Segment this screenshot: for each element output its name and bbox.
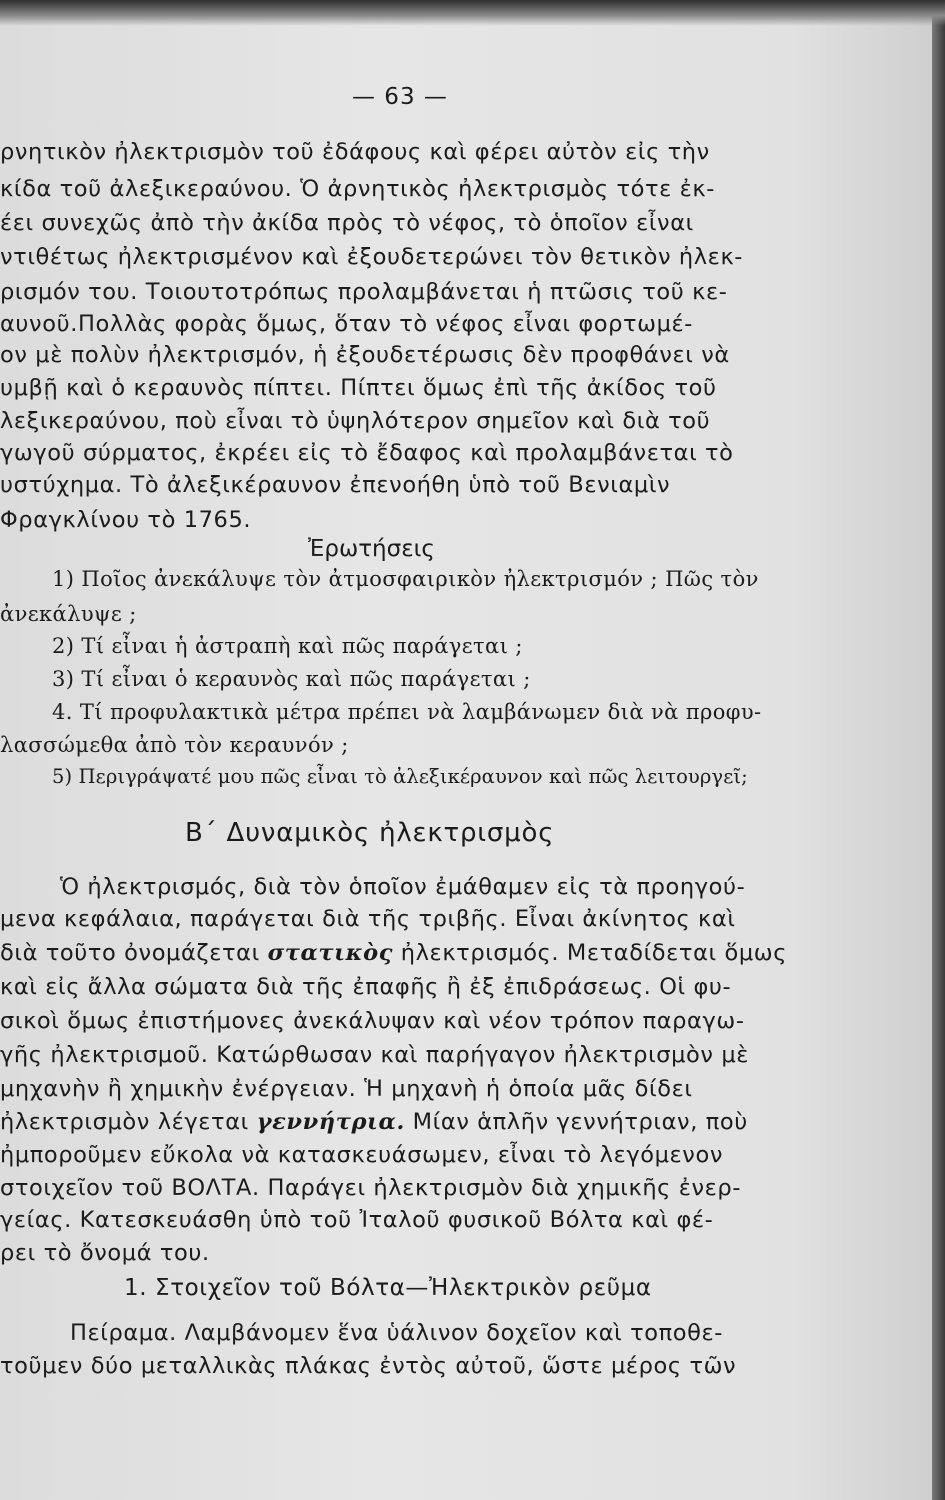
- text-line: ον μὲ πολὺν ἠλεκτρισμόν, ἡ ἐξουδετέρωσις δὲν προφθάνει νὰ: [0, 342, 730, 368]
- text-line: ἠλεκτρισμὸν λέγεται γεννήτρια. Μίαν ἁπλῆν γεννήτριαν, ποὺ: [0, 1109, 748, 1135]
- question-item: 2) Τί εἶναι ἡ ἀστραπὴ καὶ πῶς παράγεται ;: [52, 634, 523, 658]
- text-line: μενα κεφάλαια, παράγεται διὰ τῆς τριβῆς. Εἶναι ἀκίνητος καὶ: [0, 906, 736, 932]
- question-item: 3) Τί εἶναι ὁ κεραυνὸς καὶ πῶς παράγεται ;: [52, 667, 531, 691]
- text-line: διὰ τοῦτο ὀνομάζεται στατικὸς ἠλεκτρισμός. Μεταδίδεται ὅμως: [0, 940, 788, 966]
- question-item: 5) Περιγράψατέ μου πῶς εἶναι τὸ ἀλεξικέραυνον καὶ πῶς λειτουργεῖ;: [52, 765, 748, 788]
- text-line: έει συνεχῶς ἀπὸ τὴν ἀκίδα πρὸς τὸ νέφος, τὸ ὁποῖον εἶναι: [0, 210, 694, 236]
- emphasized-term: γεννήτρια.: [256, 1109, 405, 1135]
- text-line: γείας. Κατεσκευάσθη ὑπὸ τοῦ Ἰταλοῦ φυσικοῦ Βόλτα καὶ φέ-: [0, 1207, 714, 1233]
- text-line: ντιθέτως ἠλεκτρισμένον καὶ ἐξουδετερώνει τὸν θετικὸν ἠλεκ-: [0, 244, 744, 270]
- questions-heading: Ἐρωτήσεις: [308, 536, 435, 562]
- text-line: υμβῇ καὶ ὁ κεραυνὸς πίπτει. Πίπτει ὅμως ἐπὶ τῆς ἀκίδος τοῦ: [0, 375, 717, 401]
- page-binding-shadow: [932, 0, 945, 1500]
- text-line: Πείραμα. Λαμβάνομεν ἕνα ὑάλινον δοχεῖον καὶ τοποθε-: [70, 1320, 723, 1346]
- text-line: ρνητικὸν ἠλεκτρισμὸν τοῦ ἐδάφους καὶ φέρει αὐτὸν εἰς τὴν: [0, 139, 710, 165]
- text-line: λεξικεραύνου, ποὺ εἶναι τὸ ὑψηλότερον σημεῖον καὶ διὰ τοῦ: [0, 408, 711, 434]
- text-line: Φραγκλίνου τὸ 1765.: [0, 507, 252, 533]
- text-line: υστύχημα. Τὸ ἀλεξικέραυνον ἐπενοήθη ὑπὸ τοῦ Βενιαμὶν: [0, 472, 671, 498]
- text-line: ρισμόν του. Τοιουτοτρόπως προλαμβάνεται ἡ πτῶσις τοῦ κε-: [0, 279, 728, 305]
- text-line: αυνοῦ.Πολλὰς φορὰς ὅμως, ὅταν τὸ νέφος εἶναι φορτωμέ-: [0, 311, 694, 337]
- page-number: — 63 —: [352, 84, 448, 110]
- question-item: λασσώμεθα ἀπὸ τὸν κεραυνόν ;: [0, 733, 349, 757]
- text-line: γῆς ἠλεκτρισμοῦ. Κατώρθωσαν καὶ παρήγαγον ἠλεκτρισμὸν μὲ: [0, 1042, 750, 1068]
- subsection-heading: 1. Στοιχεῖον τοῦ Βόλτα—Ἠλεκτρικὸν ρεῦμα: [124, 1275, 652, 1301]
- text-line: ἠμποροῦμεν εὔκολα νὰ κατασκευάσωμεν, εἶναι τὸ λεγόμενον: [0, 1142, 724, 1168]
- text-line: στοιχεῖον τοῦ ΒΟΛΤΑ. Παράγει ἠλεκτρισμὸν διὰ χημικῆς ἐνερ-: [0, 1175, 742, 1201]
- text-line: Ὁ ἠλεκτρισμός, διὰ τὸν ὁποῖον ἐμάθαμεν εἰς τὰ προηγού-: [60, 874, 746, 900]
- question-item: 4. Τί προφυλακτικὰ μέτρα πρέπει νὰ λαμβάνωμεν διὰ νὰ προφυ-: [52, 700, 762, 724]
- text-line: σικοὶ ὅμως ἐπιστήμονες ἀνεκάλυψαν καὶ νέον τρόπον παραγω-: [0, 1008, 745, 1034]
- text-line: γωγοῦ σύρματος, ἐκρέει εἰς τὸ ἔδαφος καὶ προλαμβάνεται τὸ: [0, 440, 734, 466]
- text-line: μηχανὴν ἢ χημικὴν ἐνέργειαν. Ἡ μηχανὴ ἡ ὁποία μᾶς δίδει: [0, 1076, 693, 1102]
- question-item: 1) Ποῖος ἀνεκάλυψε τὸν ἀτμοσφαιρικὸν ἠλεκτρισμόν ; Πῶς τὸν: [52, 567, 759, 591]
- text-line: ρει τὸ ὄνομά του.: [0, 1240, 210, 1266]
- question-item: ἀνεκάλυψε ;: [0, 602, 137, 626]
- top-edge-shadow: [0, 0, 945, 26]
- text-line: κίδα τοῦ ἀλεξικεραύνου. Ὁ ἀρνητικὸς ἠλεκτρισμὸς τότε ἐκ-: [0, 176, 715, 202]
- text-line: καὶ εἰς ἄλλα σώματα διὰ τῆς ἐπαφῆς ἢ ἐξ ἐπιδράσεως. Οἱ φυ-: [0, 974, 732, 1000]
- section-heading: Β΄ Δυναμικὸς ἠλεκτρισμὸς: [185, 818, 555, 848]
- emphasized-term: στατικὸς: [267, 940, 394, 966]
- text-line: τοῦμεν δύο μεταλλικὰς πλάκας ἐντὸς αὐτοῦ, ὥστε μέρος τῶν: [0, 1353, 737, 1379]
